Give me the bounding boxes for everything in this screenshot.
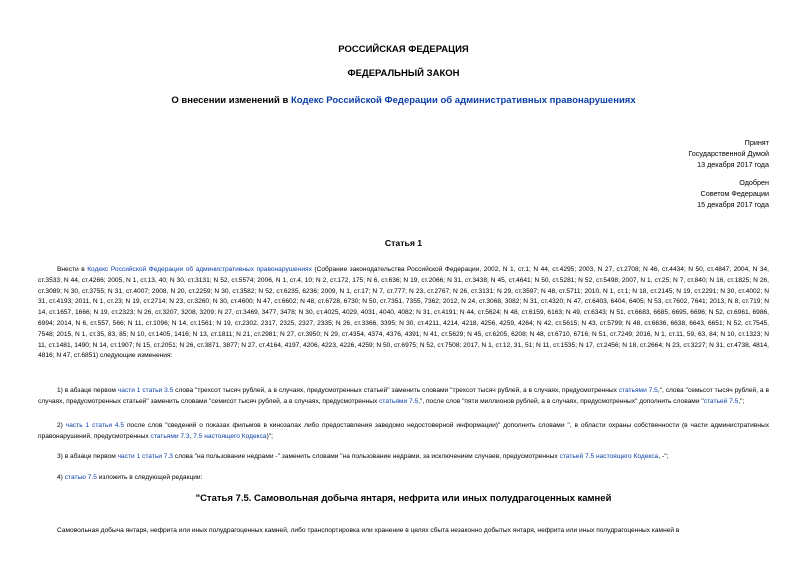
item-4-text: 4): [57, 474, 63, 481]
item-2-link-4-5[interactable]: часть 1 статьи 4.5: [65, 422, 125, 429]
intro-prefix: Внести в: [57, 266, 85, 273]
law-title: [0, 95, 807, 106]
approved-block: [697, 178, 769, 210]
item-2-text: ,: [189, 432, 192, 440]
item-2-link-7-5[interactable]: 7.5 настоящего Кодекса: [193, 432, 267, 440]
approved-date: 15 декабря 2017 года: [697, 199, 769, 209]
intro-sources: (Собрание законодательства Российской Федерации, 2002, N 1, ст.1; N 44, ст.4295; 2003, N 27, ст.2708; N 46, ст.4434; N 50, ст.4847; 2004, N 34, ст.3533; N 44, ст.4266; 2005, N 1, ст.13, 40; N 30, ст.3131; N 52, ст.5574; 2006, N 1, ст.4, 10; N 2, ст.172, 175; N 6, ст.636; N 19, ст.2066; N 31, ст.3438; N 45, ст.4641; N 50, ст.5281; N 52, ст.5498; 2007, N 1, ст.25; N 7, ст.840; N 16, ст.1825; N 26, ст.3089; N 30, ст.3755; N 31, ст.4007; 2008, N 20, ст.2259; N 30, ст.3582; N 52, ст.6235, 6236; 2009, N 1, ст.17; N 7, ст.777; N 23, ст.2767; N 26, ст.3131; N 29, ст.3597; N 48, ст.5711; 2010, N 1, ст.1; N 18, ст.2145; N 19, ст.2291; N 30, ст.4002; N 31, ст.4193; 2011, N 1, ст.23; N 19, ст.2714; N 23, ст.3260; N 30, ст.4600; N 47, ст.6602; N 48, ст.6728, 6730; N 50, ст.7351, 7355, 7362; 2012, N 24, ст.3068, 3082; N 31, ст.4320; N 47, ст.6403, 6404, 6405; N 53, ст.7602, 7641; 2013, N 8, ст.719; N 14, ст.1657, 1666; N 19, ст.2323; N 26, ст.3207, 3208, 3209; N 27, ст.3469, 3477, 3478; N 30, ст.4025, 4029, 4031, 4040, 4082; N 31, ст.4191; N 44, ст.5624; N 48, ст.6159, 6163; N 49, ст.6343; N 51, ст.6683, 6685, 6695, 6696; N 52, ст.6961, 6986, 6994; 2014, N 6, ст.557, 566; N 11, ст.1096; N 14, ст.1561; N 19, ст.2302, 2317, 2325, 2327, 2335; N 26, ст.3366, 3395; N 30, ст.4211, 4214, 4218, 4256, 4259, 4264; N 42, ст.5615; N 43, ст.5799; N 48, ст.6636, 6638, 6643, 6651; N 52, ст.7545, 7548; 2015, N 1, ст.35, 83, 85; N 10, ст.1405, 1416; N 13, ст.1811; N 21, ст.2981; N 27, ст.3950; N 29, ст.4354, 4374, 4376, 4391; N 41, ст.5629; N 45, ст.6205, 6208; N 48, ст.6710, 6716; N 51, ст.7249; 2016, N 1, ст.11, 59, 63, 84; N 10, ст.1323; N 11, ст.1481, 1490; N 14, ст.1907; N 15, ст.2051; N 26, ст.3871, 3877; N 27, ст.4164, 4197, 4206, 4223, 4226, 4259; N 50, ст.6975; N 52, ст.7508; 2017, N 1, ст.12, 31, 51; N 11, ст.1535; N 17, ст.2456; N 18, ст.2664; N 23, ст.3227; N 31, ст.4738, 4814, 4816; N 47, ст.6851) следующие изменения:: [38, 266, 769, 360]
item-3-link-7-3[interactable]: части 1 статьи 7.3: [117, 453, 173, 460]
law-title-prefix: О внесении изменений в: [171, 95, 289, 106]
accepted-label: Принят: [744, 138, 769, 147]
item-3: [38, 452, 769, 463]
item-1-link-7-5-c[interactable]: статьей 7.5: [703, 397, 739, 405]
item-4: [38, 473, 769, 484]
article-7-5-body: Самовольная добыча янтаря, нефрита или иных полудрагоценных камней, либо транспортировка или хранение в целях сбыта незаконно добытых янтаря, нефрита или иных полудрагоценных камней в: [57, 527, 680, 534]
item-2-text: )";: [266, 432, 273, 440]
accepted-date: 13 декабря 2017 года: [697, 159, 769, 169]
item-4-text: изложить в следующей редакции:: [98, 474, 203, 481]
country-heading: РОССИЙСКАЯ ФЕДЕРАЦИЯ: [338, 44, 469, 55]
law-type-heading: ФЕДЕРАЛЬНЫЙ ЗАКОН: [347, 68, 460, 79]
item-2: [38, 421, 769, 443]
item-1-text: 1) в абзаце первом: [57, 387, 116, 394]
article-1-intro: [38, 265, 769, 362]
article-7-5-text: [38, 526, 769, 537]
item-4-link-7-5[interactable]: статью 7.5: [64, 474, 97, 481]
accepted-by: Государственной Думой: [688, 148, 769, 158]
item-1-text: ,", после слов "пяти миллионов рублей, а в случаях, предусмотренных" дополнить словами ": [418, 397, 704, 405]
item-1-link-3-5[interactable]: части 1 статьи 3.5: [117, 387, 174, 394]
intro-codex-link[interactable]: Кодекс Российской Федерации об административных правонарушениях: [87, 266, 312, 273]
approved-label: Одобрен: [739, 178, 769, 187]
codex-link[interactable]: Кодекс Российской Федерации об административных правонарушениях: [290, 95, 636, 106]
accepted-block: [688, 138, 769, 170]
item-3-link-7-5[interactable]: статьей 7.5 настоящего Кодекса: [559, 453, 659, 460]
approved-by: Советом Федерации: [700, 188, 769, 198]
item-3-text: , -";: [658, 453, 669, 460]
item-3-text: слова "на пользование недрами -" заменить словами "на пользование недрами, за исключением случаев, предусмотренных: [174, 453, 558, 460]
item-1-text: ,";: [738, 397, 745, 405]
article-1-title: Статья 1: [384, 238, 423, 248]
item-1-text: слова "трехсот тысяч рублей, а в случаях, предусмотренных статьей" заменить словами "трехсот тысяч рублей, а в случаях, предусмотренных: [175, 387, 617, 394]
item-3-text: 3) в абзаце первом: [57, 453, 116, 460]
item-1: [38, 386, 769, 408]
item-1-text: ,", слова "семьсот тысяч рублей, а в случаях, предусмотренных статьей" заменить словами "семисот тысяч рублей, а в случаях, предусмотренных: [38, 387, 769, 405]
item-1-link-7-5-b[interactable]: статьями 7.5: [379, 397, 419, 405]
item-2-link-7-3[interactable]: статьями 7.3: [150, 432, 190, 440]
item-2-text: 2): [57, 422, 63, 429]
article-7-5-title: "Статья 7.5. Самовольная добыча янтаря, нефрита или иных полудрагоценных камней: [195, 493, 612, 504]
item-1-link-7-5-a[interactable]: статьями 7.5: [618, 387, 658, 394]
item-2-text: после слов "сведений о показах фильмов в кинозалах либо предоставления заведомо недостоверной информации)" дополнить словами ", в области охраны собственности (в части административных правонарушений, предусмотренных: [38, 422, 769, 440]
